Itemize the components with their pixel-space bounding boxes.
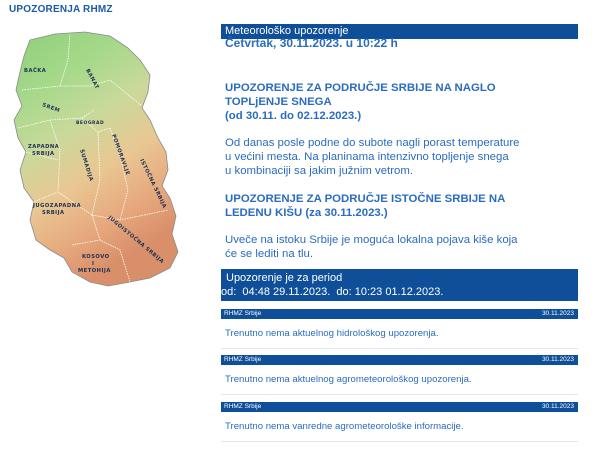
map-label-kosovo-i: I [92,261,95,267]
map-label-banat: BANAT [84,68,100,91]
page-title: UPOZORENJA RHMZ [9,4,113,15]
map-label-jugozapadna-srbija: SRBIJA [42,210,65,216]
serbia-map[interactable] [0,20,215,310]
map-label-zapadna-srbija: SRBIJA [32,151,55,157]
panel-title: Meteorološko upozorenje [225,25,349,37]
notice-source: RHMZ Srbije [224,356,262,363]
map-label-sumadija: ŠUMADIJA [78,148,95,183]
map-label-jugoistocna-srbija: JUGOISTOČNA SRBIJA [106,214,165,266]
notice-text-hydrology: Trenutno nema aktuelnog hidrološkog upozorenja. [225,328,439,339]
notice-date: 30.11.2023 [541,403,574,410]
notice-source: RHMZ Srbije [224,403,262,410]
notice-header [221,402,578,412]
period-label: Upozorenje je za period [226,272,343,284]
map-label-zapadna: ZAPADNA [28,144,60,150]
warning2-heading: UPOZORENJE ZA PODRUČJE ISTOČNE SRBIJE NA LEDENU KIŠU (za 30.11.2023.) [225,193,506,219]
map-label-beograd: BEOGRAD [76,121,105,126]
map-label-pomoravlje: POMORAVLJE [110,133,131,177]
issue-datetime: Četvrtak, 30.11.2023. u 10:22 h [225,36,398,50]
warning1-body: Od danas posle podne do subote nagli porast temperature u većini mesta. Na planinama intenzivno topljenje snega u kombinaciji sa jakim južnim vetrom. [225,137,520,177]
notice-date: 30.11.2023 [541,356,574,363]
period-range: od: 04:48 29.11.2023. do: 10:23 01.12.2023. [221,286,444,298]
warning-period [221,269,578,301]
notice-header [221,309,578,319]
map-label-metohija: METOHIJA [78,268,111,274]
notice-date: 30.11.2023 [541,310,574,317]
warning1-heading: UPOZORENJE ZA PODRUČJE SRBIJE NA NAGLO TOPLjENJE SNEGA (od 30.11. do 02.12.2023.) [225,82,496,122]
divider [221,441,578,442]
notice-header [221,355,578,365]
map-label-backa: BAČKA [24,68,47,74]
map-label-srem: SREM [41,102,61,115]
warning2-body: Uveče na istoku Srbije je moguća lokalna pojava kiše koja će se lediti na tlu. [225,234,518,260]
divider [221,348,578,349]
notice-text-special: Trenutno nema vanredne agrometeorološke informacije. [225,421,464,432]
notice-source: RHMZ Srbije [224,310,262,317]
notice-text-agromet: Trenutno nema aktuelnog agrometeorološkog upozorenja. [225,374,472,385]
divider [221,394,578,395]
map-label-kosovo: KOSOVO [82,254,110,260]
map-label-istocna-srbija: ISTOČNA SRBIJA [138,158,168,210]
map-label-jugozapadna: JUGOZAPADNA [33,203,82,209]
